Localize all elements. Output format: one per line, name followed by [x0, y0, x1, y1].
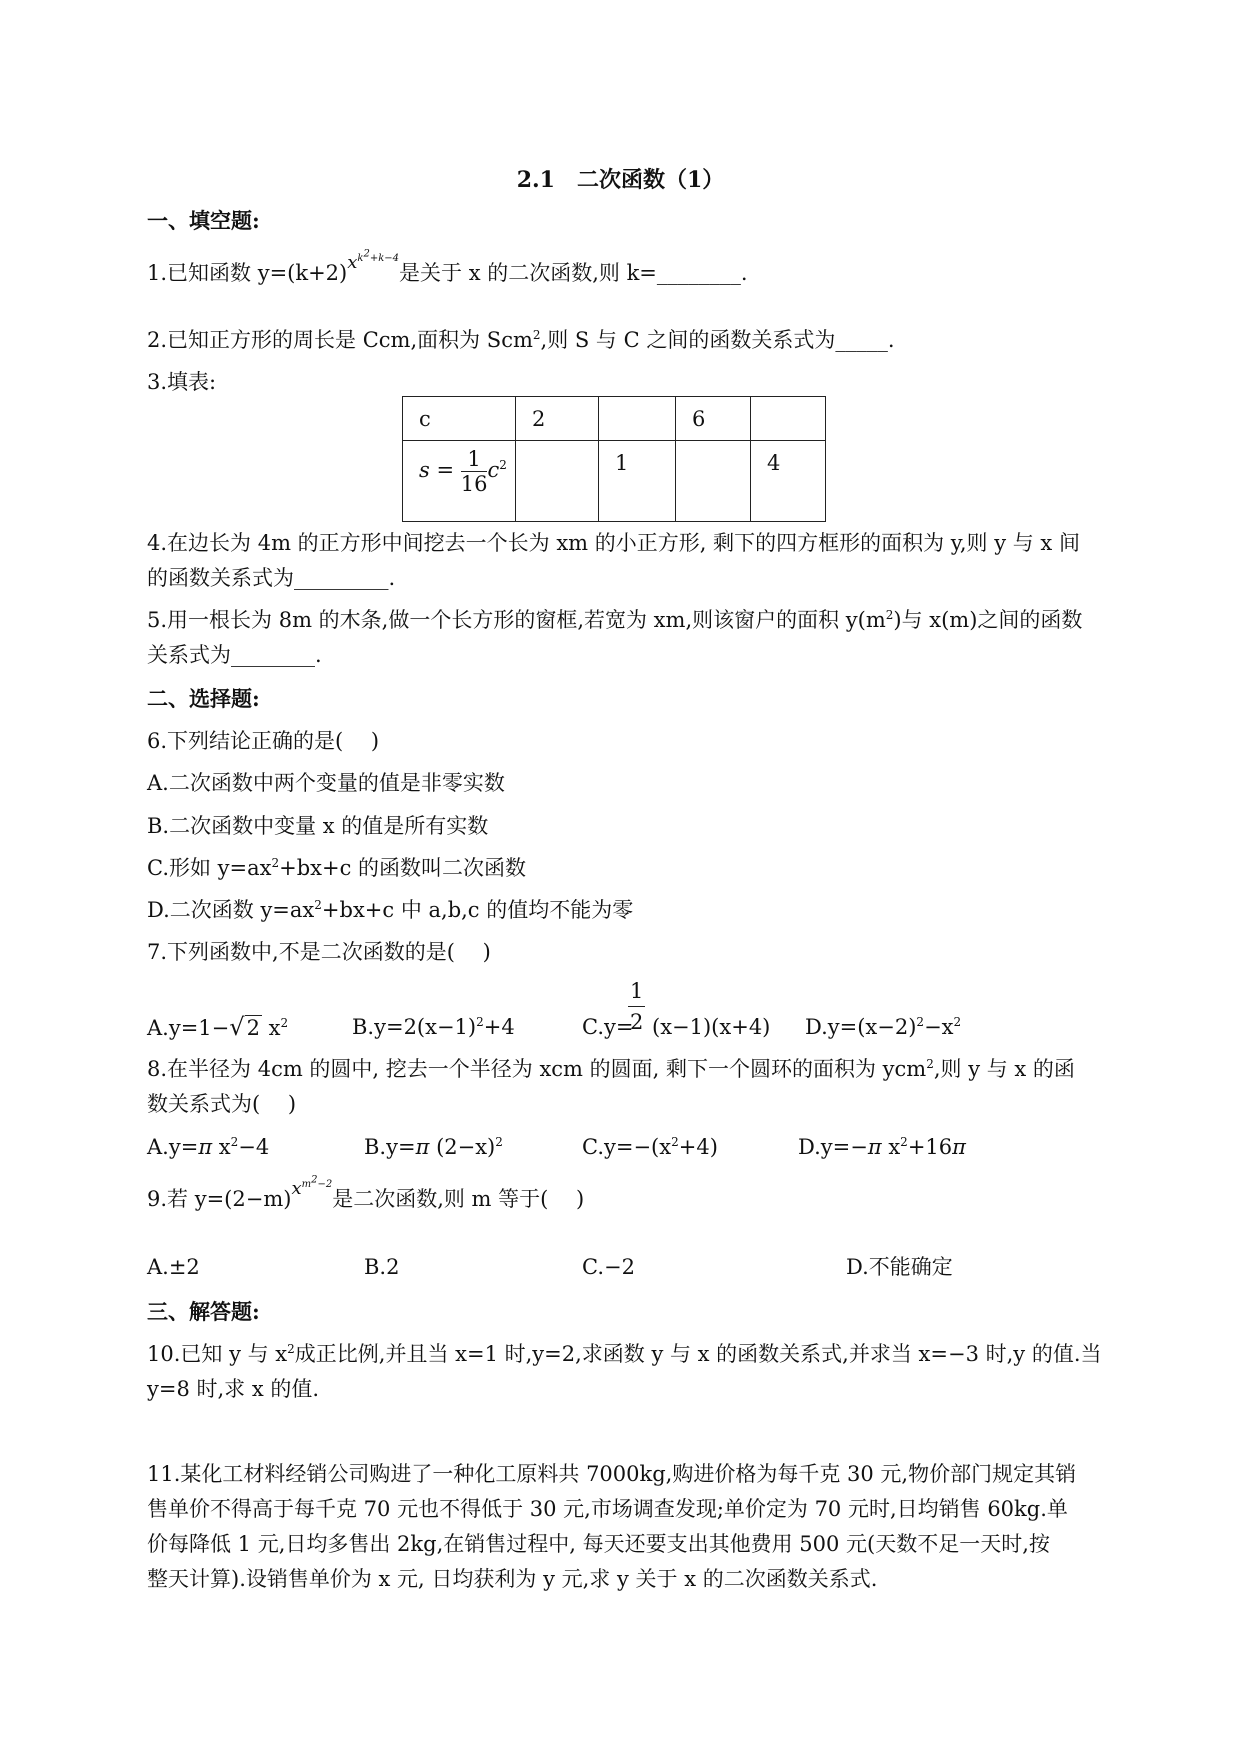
- question-11-line1: 11.某化工材料经销公司购进了一种化工原料共 7000kg,购进价格为每千克 30 元,物价部门规定其销: [147, 1462, 1077, 1486]
- table-cell: 4: [751, 441, 826, 522]
- q9-option-b: B.2: [364, 1255, 400, 1279]
- q1-power: $x^{k^2+k-4}$: [347, 248, 400, 273]
- q9-option-a: A.±2: [147, 1255, 200, 1279]
- q9-option-d: D.不能确定: [846, 1255, 953, 1279]
- question-11-line4: 整天计算).设销售单价为 x 元, 日均获利为 y 元,求 y 关于 x 的二次函数关系式.: [147, 1567, 878, 1591]
- question-2: 2.已知正方形的周长是 Ccm,面积为 Scm$^2$,则 S 与 C 之间的函数关系式为_____.: [147, 328, 895, 352]
- question-8-line1: 8.在半径为 4cm 的圆中, 挖去一个半径为 xcm 的圆面, 剩下一个圆环的面积为 ycm$^2$,则 y 与 x 的函: [147, 1057, 1075, 1081]
- question-8-line2: 数关系式为( ): [147, 1092, 297, 1116]
- table-cell: [676, 441, 751, 522]
- q1-pre: 1.已知函数 y=(k+2): [147, 261, 348, 285]
- fill-table: [402, 396, 826, 522]
- question-5-line1: 5.用一根长为 8m 的木条,做一个长方形的窗框,若宽为 xm,则该窗户的面积 $y(m^2)$与 x(m)之间的函数: [147, 608, 1083, 632]
- q7-option-b: $B.y=2(x-1)^2+4$: [352, 1015, 515, 1039]
- question-1: [147, 248, 748, 288]
- q7-option-c-pre: C.y=: [582, 1015, 634, 1039]
- page-title: 2.1 二次函数（1）: [516, 167, 725, 193]
- q6-option-a: A.二次函数中两个变量的值是非零实数: [147, 771, 505, 795]
- question-6-stem: 6.下列结论正确的是( ): [147, 729, 380, 753]
- table-formula-cell: s = $\frac{1}{16}$ $c^2$: [403, 441, 516, 522]
- question-4-line1: 4.在边长为 4m 的正方形中间挖去一个长为 xm 的小正方形, 剩下的四方框形的面积为 y,则 y 与 x 间: [147, 531, 1080, 555]
- question-10-line1: 10.已知 y 与 $x^2$成正比例,并且当 x=1 时,y=2,求函数 y 与 x 的函数关系式,并求当 x=−3 时,y 的值.当: [147, 1342, 1102, 1366]
- q8-option-b: B.y=π $(2-x)^2$: [364, 1135, 503, 1159]
- question-3-label: 3.填表:: [147, 370, 217, 394]
- q8-option-c: $C.y=-(x^2+4)$: [582, 1135, 718, 1159]
- q6-option-d: D.二次函数 $y=ax^2+bx+c$ 中 a,b,c 的值均不能为零: [147, 898, 634, 922]
- question-9: 9.若 $y=(2-m)x^{m^2-2}$是二次函数,则 m 等于( ): [147, 1174, 585, 1211]
- q7-option-c-post: (x−1)(x+4): [652, 1015, 771, 1039]
- question-5-line2: 关系式为________.: [147, 643, 322, 667]
- table-cell: [751, 397, 826, 441]
- q1-post: 是关于 x 的二次函数,则 k=________.: [399, 261, 748, 285]
- table-cell: c: [403, 397, 516, 441]
- table-cell: [516, 441, 599, 522]
- question-4-line2: 的函数关系式为_________.: [147, 566, 396, 590]
- q8-option-a: A.y=π $x^2-4$: [147, 1135, 270, 1159]
- table-cell: 2: [516, 397, 599, 441]
- q7-fraction: $\frac{1}{2}$: [628, 976, 645, 1037]
- table-cell: 6: [676, 397, 751, 441]
- question-10-line2: y=8 时,求 x 的值.: [147, 1377, 320, 1401]
- q8-option-d: D.y=−π $x^2+16\pi$: [798, 1135, 966, 1159]
- q7-option-d: $D.y=(x-2)^2-x^2$: [805, 1015, 962, 1039]
- q6-option-b: B.二次函数中变量 x 的值是所有实数: [147, 814, 489, 838]
- q6-option-c: C.形如 $y=ax^2+bx+c$ 的函数叫二次函数: [147, 856, 527, 880]
- section-choice: 二、选择题:: [147, 686, 260, 711]
- question-11-line2: 售单价不得高于每千克 70 元也不得低于 30 元,市场调查发现;单价定为 70 元时,日均销售 60kg.单: [147, 1497, 1068, 1521]
- section-answer: 三、解答题:: [147, 1299, 260, 1324]
- section-fill-blank: 一、填空题:: [147, 208, 260, 233]
- table-cell: 1: [599, 441, 676, 522]
- question-7-stem: 7.下列函数中,不是二次函数的是( ): [147, 940, 491, 964]
- q9-option-c: C.−2: [582, 1255, 635, 1279]
- question-11-line3: 价每降低 1 元,日均多售出 2kg,在销售过程中, 每天还要支出其他费用 500 元(天数不足一天时,按: [147, 1532, 1050, 1556]
- q7-option-a: A.y=1−√2 $x^2$: [147, 1013, 289, 1041]
- table-cell: [599, 397, 676, 441]
